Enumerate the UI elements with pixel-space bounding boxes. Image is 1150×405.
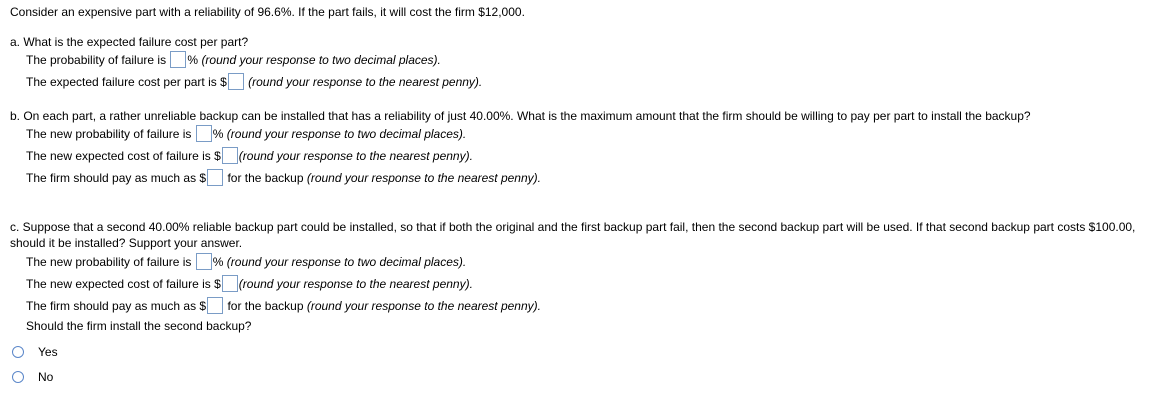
problem-intro: Consider an expensive part with a reliability of 96.6%. If the part fails, it will cost the firm $12,000.: [10, 5, 525, 19]
part-c-pay-mid: for the backup: [227, 299, 304, 313]
part-a-probability-input[interactable]: [170, 51, 186, 68]
part-b-probability-input[interactable]: [196, 125, 212, 142]
part-a-cost-row: [26, 74, 482, 90]
radio-option-yes[interactable]: [12, 344, 58, 360]
part-c-cost-row: [26, 276, 473, 292]
part-b-cost-prefix: The new expected cost of failure is $: [26, 149, 221, 163]
part-c-pay-row: [26, 298, 541, 314]
part-b-pay-row: [26, 170, 541, 186]
radio-yes-circle[interactable]: [12, 346, 24, 358]
part-b-pay-hint: (round your response to the nearest penny).: [306, 171, 541, 185]
part-a-probability-row: [26, 52, 441, 68]
part-c-pay-prefix: The firm should pay as much as $: [26, 299, 207, 313]
part-a-cost-input[interactable]: [228, 73, 244, 90]
part-c-cost-input[interactable]: [222, 275, 238, 292]
part-c-pay-input[interactable]: [207, 297, 223, 314]
part-b-prob-prefix: The new probability of failure is: [26, 127, 192, 141]
part-b-cost-hint: (round your response to the nearest penny).: [238, 149, 473, 163]
part-c-cost-prefix: The new expected cost of failure is $: [26, 277, 221, 291]
radio-option-no[interactable]: [12, 369, 53, 385]
part-b-cost-input[interactable]: [222, 147, 238, 164]
radio-no-label: No: [38, 370, 54, 384]
radio-no-circle[interactable]: [12, 371, 24, 383]
part-a-question: a. What is the expected failure cost per part?: [10, 35, 249, 49]
part-a-prob-hint: (round your response to two decimal places).: [201, 53, 441, 67]
part-a-prob-suffix: %: [187, 53, 199, 67]
part-b-pay-prefix: The firm should pay as much as $: [26, 171, 207, 185]
radio-yes-label: Yes: [38, 345, 58, 359]
part-b-cost-row: [26, 148, 473, 164]
part-a-prob-prefix: The probability of failure is: [26, 53, 167, 67]
part-c-prob-hint: (round your response to two decimal places).: [226, 255, 467, 269]
part-c-install-question: Should the firm install the second backup?: [26, 319, 252, 333]
part-b-prob-hint: (round your response to two decimal places).: [226, 127, 467, 141]
part-b-pay-input[interactable]: [207, 169, 223, 186]
part-c-prob-suffix: %: [212, 255, 224, 269]
part-b-question: b. On each part, a rather unreliable backup can be installed that has a reliability of just 40.00%. What is the maximum amount that the firm should be willing to pay per part to install the backup?: [10, 109, 1031, 123]
part-c-cost-hint: (round your response to the nearest penny).: [238, 277, 473, 291]
part-c-pay-hint: (round your response to the nearest penny).: [306, 299, 541, 313]
part-b-probability-row: [26, 126, 466, 142]
part-a-cost-hint: (round your response to the nearest penny).: [248, 75, 483, 89]
part-b-prob-suffix: %: [212, 127, 224, 141]
part-c-question: c. Suppose that a second 40.00% reliable backup part could be installed, so that if both the original and the first backup part fail, then the second backup part will be used. If that second backup part costs $100.00, should it be installed? Support your answer.: [10, 220, 1136, 250]
part-c-probability-input[interactable]: [196, 253, 212, 270]
part-a-cost-prefix: The expected failure cost per part is $: [26, 75, 227, 89]
part-b-pay-mid: for the backup: [227, 171, 304, 185]
part-c-prob-prefix: The new probability of failure is: [26, 255, 192, 269]
part-c-probability-row: [26, 254, 466, 270]
